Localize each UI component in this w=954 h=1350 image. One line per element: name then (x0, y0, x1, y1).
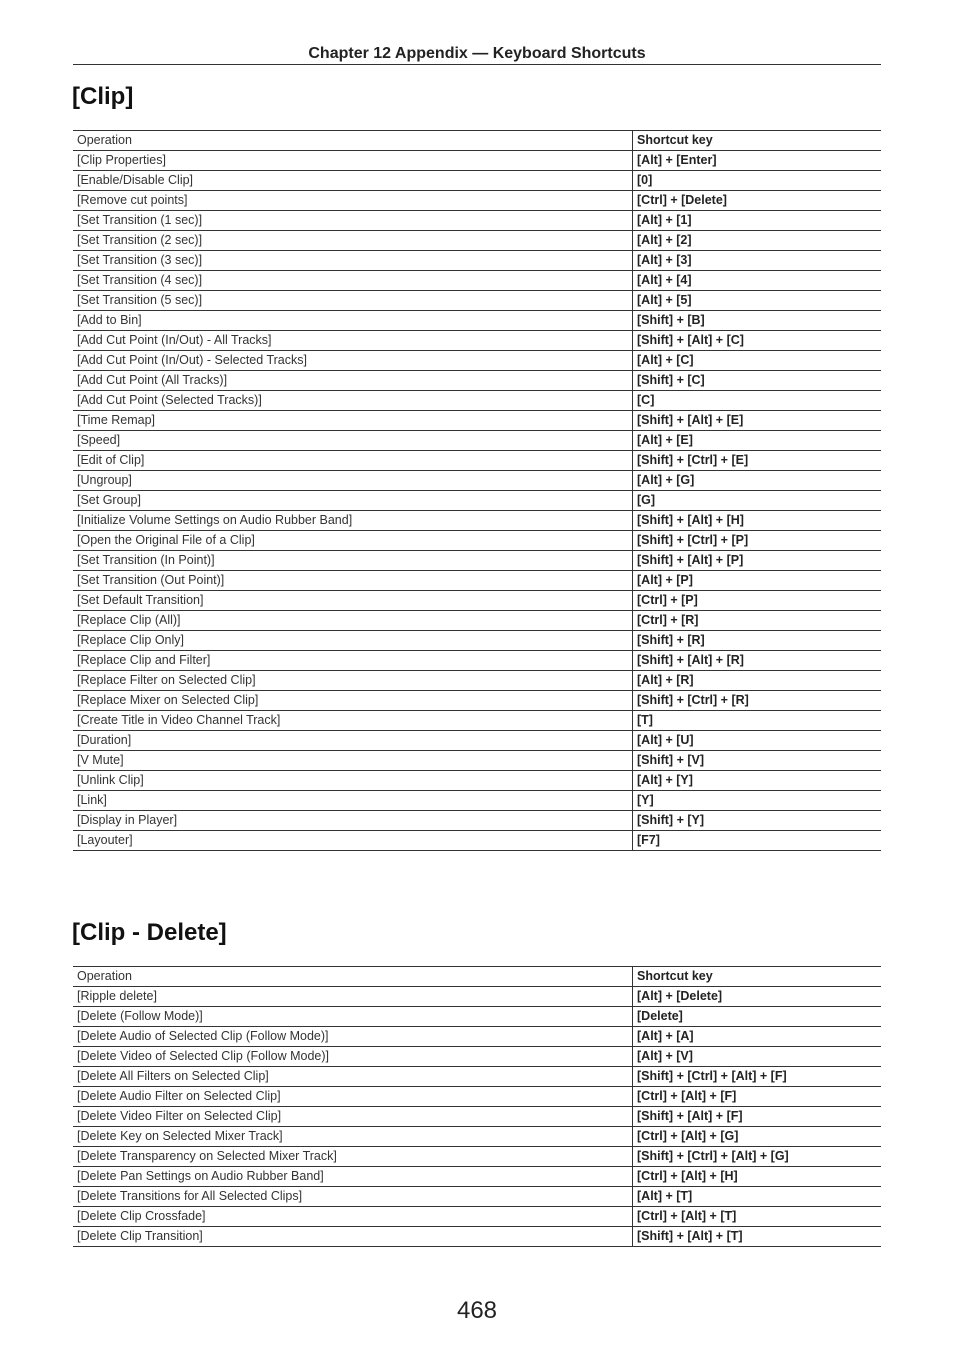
operation-cell: [Delete Pan Settings on Audio Rubber Band] (73, 1167, 633, 1187)
operation-cell: [Delete Video of Selected Clip (Follow Mode)] (73, 1047, 633, 1067)
table-row (73, 611, 881, 631)
table-row (73, 351, 881, 371)
operation-cell: [Replace Clip Only] (73, 631, 633, 651)
operation-cell: [Ripple delete] (73, 987, 633, 1007)
table-row (73, 411, 881, 431)
operation-cell: [Set Transition (5 sec)] (73, 291, 633, 311)
shortcut-key-cell: [Alt] + [T] (633, 1187, 882, 1207)
operation-cell: [Delete Clip Transition] (73, 1227, 633, 1247)
section-title-clip-delete: [Clip - Delete] (72, 919, 227, 946)
shortcut-key-cell: [Alt] + [Delete] (633, 987, 882, 1007)
page-number: 468 (456, 1297, 498, 1324)
shortcut-key-cell: [Alt] + [4] (633, 271, 882, 291)
table-row (73, 471, 881, 491)
operation-cell: [Delete Audio of Selected Clip (Follow Mode)] (73, 1027, 633, 1047)
table-row (73, 1007, 881, 1027)
operation-cell: [Clip Properties] (73, 151, 633, 171)
operation-cell: [Set Transition (Out Point)] (73, 571, 633, 591)
table-row (73, 651, 881, 671)
operation-cell: [Delete All Filters on Selected Clip] (73, 1067, 633, 1087)
shortcut-key-cell: [Delete] (633, 1007, 882, 1027)
operation-cell: [Delete Key on Selected Mixer Track] (73, 1127, 633, 1147)
table-row (73, 1067, 881, 1087)
table-row (73, 151, 881, 171)
operation-cell: [Delete Video Filter on Selected Clip] (73, 1107, 633, 1127)
shortcut-key-cell: [Alt] + [Enter] (633, 151, 882, 171)
table-row (73, 211, 881, 231)
table-row (73, 571, 881, 591)
table-row (73, 531, 881, 551)
shortcut-key-cell: [Shift] + [Alt] + [E] (633, 411, 882, 431)
operation-cell: [Add Cut Point (Selected Tracks)] (73, 391, 633, 411)
shortcut-key-cell: [Y] (633, 791, 882, 811)
operation-cell: [Set Transition (4 sec)] (73, 271, 633, 291)
table-row (73, 551, 881, 571)
shortcut-key-cell: [Alt] + [2] (633, 231, 882, 251)
shortcut-key-cell: [Shift] + [Ctrl] + [E] (633, 451, 882, 471)
table-row (73, 371, 881, 391)
table-row (73, 511, 881, 531)
operation-cell: [Replace Clip and Filter] (73, 651, 633, 671)
operation-cell: [Initialize Volume Settings on Audio Rubber Band] (73, 511, 633, 531)
shortcut-key-cell: [Shift] + [Ctrl] + [P] (633, 531, 882, 551)
shortcut-key-cell: [Alt] + [5] (633, 291, 882, 311)
table-row (73, 391, 881, 411)
operation-cell: [Add Cut Point (All Tracks)] (73, 371, 633, 391)
table-row (73, 451, 881, 471)
operation-cell: [Unlink Clip] (73, 771, 633, 791)
operation-cell: [Replace Mixer on Selected Clip] (73, 691, 633, 711)
shortcut-key-cell: [Shift] + [Ctrl] + [R] (633, 691, 882, 711)
shortcut-key-cell: [Ctrl] + [R] (633, 611, 882, 631)
shortcut-key-cell: [Alt] + [U] (633, 731, 882, 751)
operation-cell: [Delete (Follow Mode)] (73, 1007, 633, 1027)
shortcut-key-cell: [Shift] + [C] (633, 371, 882, 391)
operation-cell: [Remove cut points] (73, 191, 633, 211)
shortcut-key-cell: [Shift] + [Ctrl] + [Alt] + [F] (633, 1067, 882, 1087)
shortcut-key-cell: [Alt] + [A] (633, 1027, 882, 1047)
shortcut-key-cell: [Alt] + [G] (633, 471, 882, 491)
table-row (73, 271, 881, 291)
shortcut-key-cell: [Ctrl] + [P] (633, 591, 882, 611)
operation-cell: [Set Default Transition] (73, 591, 633, 611)
operation-cell: [Link] (73, 791, 633, 811)
operation-cell: [Time Remap] (73, 411, 633, 431)
table-row (73, 671, 881, 691)
shortcut-key-cell: [Alt] + [3] (633, 251, 882, 271)
table-header-row (73, 131, 881, 151)
shortcut-key-cell: [Alt] + [Y] (633, 771, 882, 791)
shortcut-key-cell: [Shift] + [Alt] + [P] (633, 551, 882, 571)
table-row (73, 491, 881, 511)
table-row (73, 1207, 881, 1227)
shortcut-key-cell: [Ctrl] + [Alt] + [H] (633, 1167, 882, 1187)
table-row (73, 1087, 881, 1107)
table-row (73, 1107, 881, 1127)
shortcut-key-cell: [Alt] + [1] (633, 211, 882, 231)
operation-cell: [Delete Transparency on Selected Mixer Track] (73, 1147, 633, 1167)
operation-cell: [Set Transition (2 sec)] (73, 231, 633, 251)
operation-cell: [V Mute] (73, 751, 633, 771)
table-row (73, 311, 881, 331)
shortcut-key-cell: [Shift] + [Y] (633, 811, 882, 831)
shortcut-key-cell: [Shift] + [Alt] + [H] (633, 511, 882, 531)
operation-cell: [Add Cut Point (In/Out) - Selected Tracks] (73, 351, 633, 371)
shortcut-table-clip-delete (73, 966, 881, 1247)
shortcut-key-cell: [Ctrl] + [Delete] (633, 191, 882, 211)
column-header-shortcut-key: Shortcut key (633, 967, 882, 987)
table-row (73, 731, 881, 751)
shortcut-key-cell: [Ctrl] + [Alt] + [G] (633, 1127, 882, 1147)
shortcut-key-cell: [F7] (633, 831, 882, 851)
shortcut-key-cell: [G] (633, 491, 882, 511)
operation-cell: [Delete Audio Filter on Selected Clip] (73, 1087, 633, 1107)
table-row (73, 1227, 881, 1247)
operation-cell: [Set Transition (3 sec)] (73, 251, 633, 271)
shortcut-key-cell: [Shift] + [R] (633, 631, 882, 651)
operation-cell: [Duration] (73, 731, 633, 751)
table-row (73, 1047, 881, 1067)
shortcut-key-cell: [Shift] + [Alt] + [C] (633, 331, 882, 351)
table-row (73, 231, 881, 251)
operation-cell: [Speed] (73, 431, 633, 451)
shortcut-key-cell: [0] (633, 171, 882, 191)
table-row (73, 831, 881, 851)
operation-cell: [Ungroup] (73, 471, 633, 491)
table-row (73, 171, 881, 191)
shortcut-key-cell: [Alt] + [V] (633, 1047, 882, 1067)
shortcut-key-cell: [Shift] + [Ctrl] + [Alt] + [G] (633, 1147, 882, 1167)
table-row (73, 1027, 881, 1047)
table-header-row (73, 967, 881, 987)
shortcut-key-cell: [Alt] + [R] (633, 671, 882, 691)
table-row (73, 691, 881, 711)
operation-cell: [Replace Filter on Selected Clip] (73, 671, 633, 691)
table-row (73, 1147, 881, 1167)
column-header-shortcut-key: Shortcut key (633, 131, 882, 151)
table-row (73, 331, 881, 351)
shortcut-key-cell: [T] (633, 711, 882, 731)
shortcut-key-cell: [Shift] + [V] (633, 751, 882, 771)
shortcut-key-cell: [Alt] + [C] (633, 351, 882, 371)
operation-cell: [Set Transition (1 sec)] (73, 211, 633, 231)
table-row (73, 291, 881, 311)
operation-cell: [Set Group] (73, 491, 633, 511)
shortcut-key-cell: [Shift] + [Alt] + [R] (633, 651, 882, 671)
shortcut-key-cell: [Ctrl] + [Alt] + [T] (633, 1207, 882, 1227)
table-row (73, 1167, 881, 1187)
table-row (73, 431, 881, 451)
table-row (73, 591, 881, 611)
operation-cell: [Add Cut Point (In/Out) - All Tracks] (73, 331, 633, 351)
table-row (73, 987, 881, 1007)
operation-cell: [Create Title in Video Channel Track] (73, 711, 633, 731)
column-header-operation: Operation (73, 967, 633, 987)
shortcut-key-cell: [Alt] + [E] (633, 431, 882, 451)
table-row (73, 1187, 881, 1207)
operation-cell: [Edit of Clip] (73, 451, 633, 471)
operation-cell: [Set Transition (In Point)] (73, 551, 633, 571)
operation-cell: [Display in Player] (73, 811, 633, 831)
shortcut-key-cell: [C] (633, 391, 882, 411)
table-row (73, 1127, 881, 1147)
table-row (73, 771, 881, 791)
shortcut-key-cell: [Shift] + [B] (633, 311, 882, 331)
shortcut-key-cell: [Shift] + [Alt] + [F] (633, 1107, 882, 1127)
operation-cell: [Open the Original File of a Clip] (73, 531, 633, 551)
shortcut-table-clip (73, 130, 881, 851)
table-row (73, 811, 881, 831)
table-row (73, 251, 881, 271)
operation-cell: [Enable/Disable Clip] (73, 171, 633, 191)
operation-cell: [Add to Bin] (73, 311, 633, 331)
chapter-header: Chapter 12 Appendix — Keyboard Shortcuts (73, 44, 881, 65)
shortcut-key-cell: [Alt] + [P] (633, 571, 882, 591)
column-header-operation: Operation (73, 131, 633, 151)
operation-cell: [Layouter] (73, 831, 633, 851)
operation-cell: [Delete Clip Crossfade] (73, 1207, 633, 1227)
operation-cell: [Delete Transitions for All Selected Clips] (73, 1187, 633, 1207)
shortcut-key-cell: [Ctrl] + [Alt] + [F] (633, 1087, 882, 1107)
table-row (73, 711, 881, 731)
operation-cell: [Replace Clip (All)] (73, 611, 633, 631)
table-row (73, 751, 881, 771)
table-row (73, 191, 881, 211)
section-title-clip: [Clip] (72, 83, 134, 110)
shortcut-key-cell: [Shift] + [Alt] + [T] (633, 1227, 882, 1247)
table-row (73, 791, 881, 811)
table-row (73, 631, 881, 651)
